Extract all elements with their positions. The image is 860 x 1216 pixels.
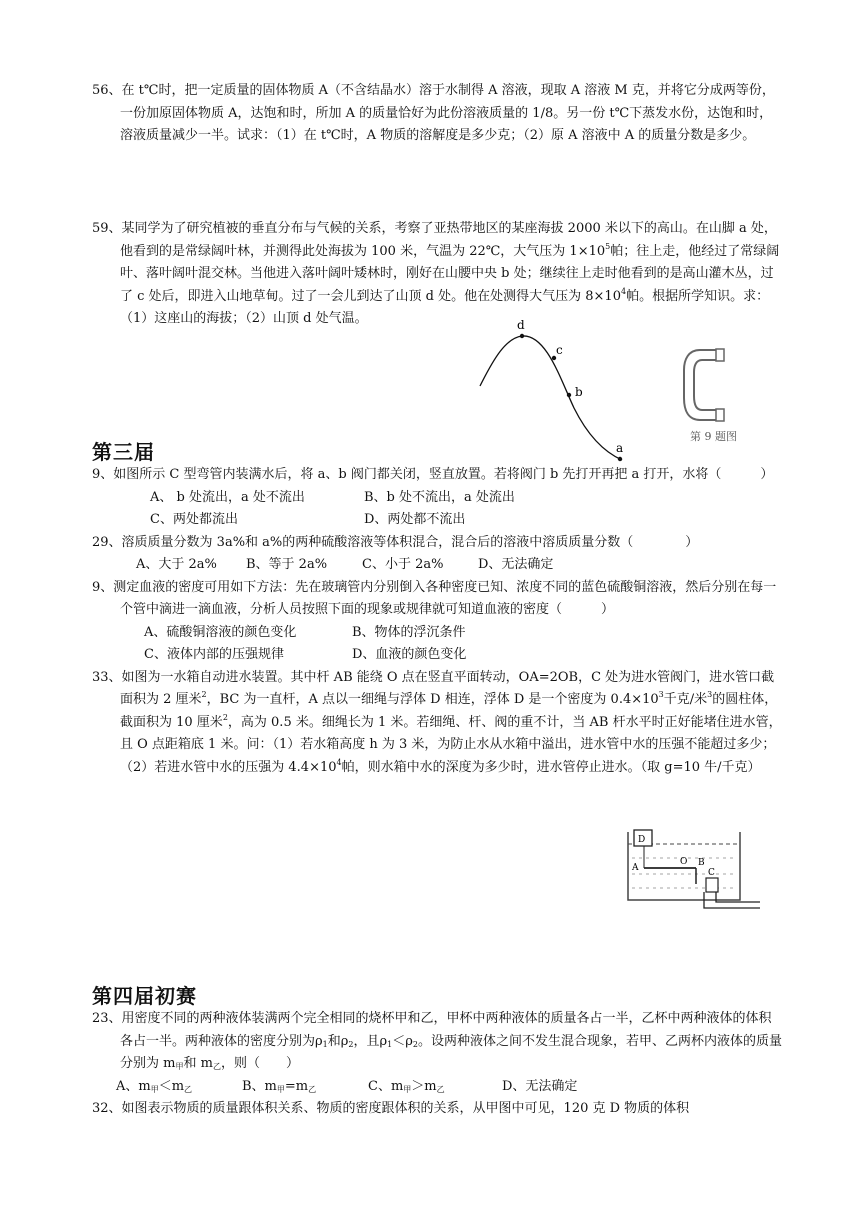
question-23-text: 23、用密度不同的两种液体装满两个完全相同的烧杯甲和乙，甲杯中两种液体的质量各占一半，乙杯中两种液体的体积各占一半。两种液体的密度分别为$\rho_1$和$\rho_2$，且$\rho_1<\rho_2$。设两种液体之间不发生混合现象，若甲、乙两杯内液体的质量分别为 $m_甲$和 $m_乙$，则（ ） — [92, 1011, 783, 1071]
mountain-figure — [476, 318, 646, 466]
mountain-curve — [480, 336, 622, 460]
label-a: a — [616, 441, 624, 455]
option-c: C、$m_甲>m_乙$ — [368, 1078, 445, 1094]
option-b: B、$m_甲=m_乙$ — [242, 1078, 317, 1094]
section-3-questions — [92, 464, 782, 779]
question-59-text: 59、某同学为了研究植被的垂直分布与气候的关系，考察了亚热带地区的某座海拔 2000 米以下的高山。在山脚 a 处，他看到的是常绿阔叶林，并测得此处海拔为 100 米，气温为 22℃，大气压为 $1\times 10^5$帕；往上走，他经过了常绿阔叶、落叶阔叶混交林。当他进入落叶阔叶矮林时，刚好在山腰中央 b 处；继续往上走时他看到的是高山灌木丛，过了 c 处后，即进入山地草甸。过了一会儿到达了山顶 d 处。他在处测得大气压为 $8\times 10^4$帕。根据所学知识。求：（1）这座山的海拔；（2）山顶 d 处气温。 — [92, 221, 780, 326]
c-tube-caption: 第 9 题图 — [690, 430, 737, 443]
label-C: C — [708, 868, 715, 878]
question-23-options — [92, 1076, 782, 1099]
section-4-questions — [92, 1008, 782, 1121]
label-c: c — [556, 343, 563, 357]
label-A: A — [632, 863, 639, 873]
point-b — [567, 393, 571, 397]
label-d: d — [517, 318, 525, 332]
question-9b-options-row2: C、液体内部的压强规律 D、血液的颜色变化 — [144, 647, 467, 662]
option-a: A、$m_甲<m_乙$ — [116, 1078, 193, 1094]
question-56 — [92, 80, 782, 148]
c-tube-figure — [676, 340, 766, 446]
question-9-c-tube: 9、如图所示 C 型弯管内装满水后，将 a、b 阀门都关闭，竖直放置。若将阀门 b 先打开再把 a 打开，水将（ ） — [92, 467, 774, 482]
question-9-options-row1: A、 b 处流出，a 处不流出 B、b 处不流出，a 处流出 — [150, 489, 515, 505]
valve-a — [716, 349, 724, 361]
label-D: D — [638, 835, 646, 845]
question-9-blood-density: 9、测定血液的密度可用如下方法：先在玻璃管内分别倒入各种密度已知、浓度不同的蓝色硫酸铜溶液，然后分别在每一个管中滴进一滴血液，分析人员按照下面的现象或规律就可知道血液的密度（ ） — [92, 579, 777, 617]
c-tube-inner — [694, 360, 716, 410]
question-59 — [92, 218, 782, 331]
label-B: B — [698, 858, 705, 868]
water-tank-figure — [620, 828, 770, 916]
option-d: D、无法确定 — [502, 1078, 578, 1094]
point-d — [520, 334, 524, 338]
question-32-text: 32、如图表示物质的质量跟体积关系、物质的密度跟体积的关系，从甲图中可见，120 克 D 物质的体积 — [92, 1101, 690, 1116]
section-3-title: 第三届 — [92, 440, 155, 464]
question-33-text: 33、如图为一水箱自动进水装置。其中杆 AB 能绕 O 点在竖直平面转动，OA=2OB，C 处为进水管阀门，进水管口截面积为 2 厘米$^2$，BC 为一直杆，A 点以一细绳与浮体 D 相连，浮体 D 是一个密度为 $0.4\times 10^3$千克/米$^3$的圆柱体，截面积为 10 厘米$^2$，高为 0.5 米。细绳长为 1 米。若细绳、杆、阀的重不计，当 AB 杆水平时正好能堵住进水管，且 O 点距箱底 1 米。问：（1）若水箱高度 h 为 3 米，为防止水从水箱中溢出，进水管中水的压强不能超过多少；（2）若进水管中水的压强为 $4.4\times 10^4$帕，则水箱中水的深度为多少时，进水管停止进水。（取 g=10 牛/千克） — [92, 669, 782, 775]
valve-c — [706, 878, 718, 892]
point-a — [618, 457, 622, 461]
question-29-text: 29、溶质质量分数为 3a%和 a%的两种硫酸溶液等体积混合，混合后的溶液中溶质质量分数（ ） — [92, 534, 699, 550]
label-b: b — [575, 385, 583, 399]
question-9-options-row2: C、两处都流出 D、两处都不流出 — [150, 512, 466, 527]
question-56-text: 56、在 t℃时，把一定质量的固体物质 A（不含结晶水）溶于水制得 A 溶液，现取 A 溶液 M 克，并将它分成两等份，一份加原固体物质 A，达饱和时，所加 A 的质量恰好为此份溶液质量的 1/8。另一份 t℃下蒸发水份，达饱和时，溶液质量减少一半。试求：（1）在 t℃时，A 物质的溶解度是多少克；（2）原 A 溶液中 A 的质量分数是多少。 — [92, 83, 775, 143]
section-4-title: 第四届初赛 — [92, 984, 197, 1008]
question-9b-options-row1: A、硫酸铜溶液的颜色变化 B、物体的浮沉条件 — [144, 624, 466, 640]
label-O: O — [680, 857, 688, 867]
question-29-options: A、大于 2a% B、等于 2a% C、小于 2a% D、无法确定 — [136, 557, 554, 572]
valve-b — [716, 409, 724, 421]
